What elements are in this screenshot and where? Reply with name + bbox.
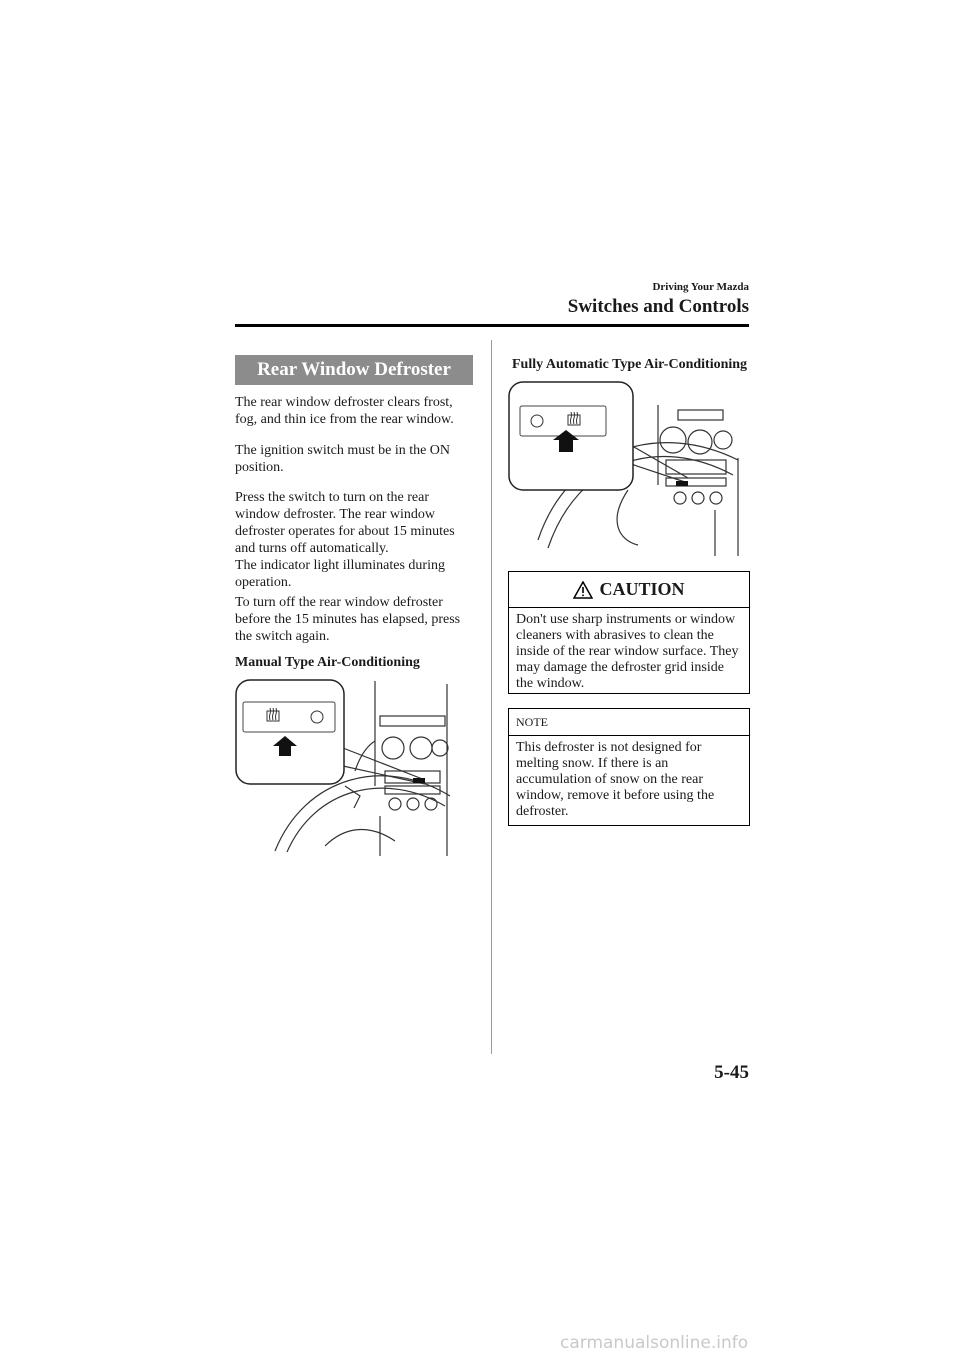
note-title: NOTE bbox=[509, 709, 749, 736]
paragraph-operation: Press the switch to turn on the rear window defroster. The rear window defroster operates for about 15 minutes and turns off automatically. The indicator light illuminates during operation. bbox=[235, 490, 455, 590]
manual-type-illustration bbox=[235, 676, 457, 856]
column-divider bbox=[491, 340, 492, 1054]
paragraph-intro: The rear window defroster clears frost, fog, and thin ice from the rear window. bbox=[235, 395, 454, 427]
header-subtitle: Driving Your Mazda bbox=[652, 281, 749, 293]
callout-panel bbox=[236, 680, 344, 784]
callout-panel bbox=[509, 382, 633, 490]
warning-triangle-icon bbox=[573, 581, 593, 599]
auto-type-heading: Fully Automatic Type Air-Conditioning bbox=[512, 357, 748, 372]
paragraph-turn-off: To turn off the rear window defroster before the 15 minutes has elapsed, press the switch again. bbox=[235, 595, 461, 644]
header-rule bbox=[235, 324, 749, 327]
manual-type-heading: Manual Type Air-Conditioning bbox=[235, 655, 420, 670]
caution-text: Don't use sharp instruments or window cleaners with abrasives to clean the inside of the rear window surface. They may damage the defroster grid inside the window. bbox=[516, 612, 739, 691]
page-number: 5-45 bbox=[714, 1062, 749, 1083]
caution-header bbox=[509, 572, 749, 608]
note-box bbox=[508, 708, 750, 826]
watermark: carmanualsonline.info bbox=[560, 1333, 749, 1353]
section-title: Rear Window Defroster bbox=[235, 355, 473, 385]
header-title: Switches and Controls bbox=[567, 296, 749, 317]
auto-type-illustration bbox=[508, 380, 748, 556]
caution-title: CAUTION bbox=[599, 579, 685, 599]
paragraph-ignition: The ignition switch must be in the ON position. bbox=[235, 443, 451, 475]
caution-box bbox=[508, 571, 750, 694]
note-text: This defroster is not designed for melting snow. If there is an accumulation of snow on the rear window, remove it before using the defroster. bbox=[516, 740, 715, 819]
